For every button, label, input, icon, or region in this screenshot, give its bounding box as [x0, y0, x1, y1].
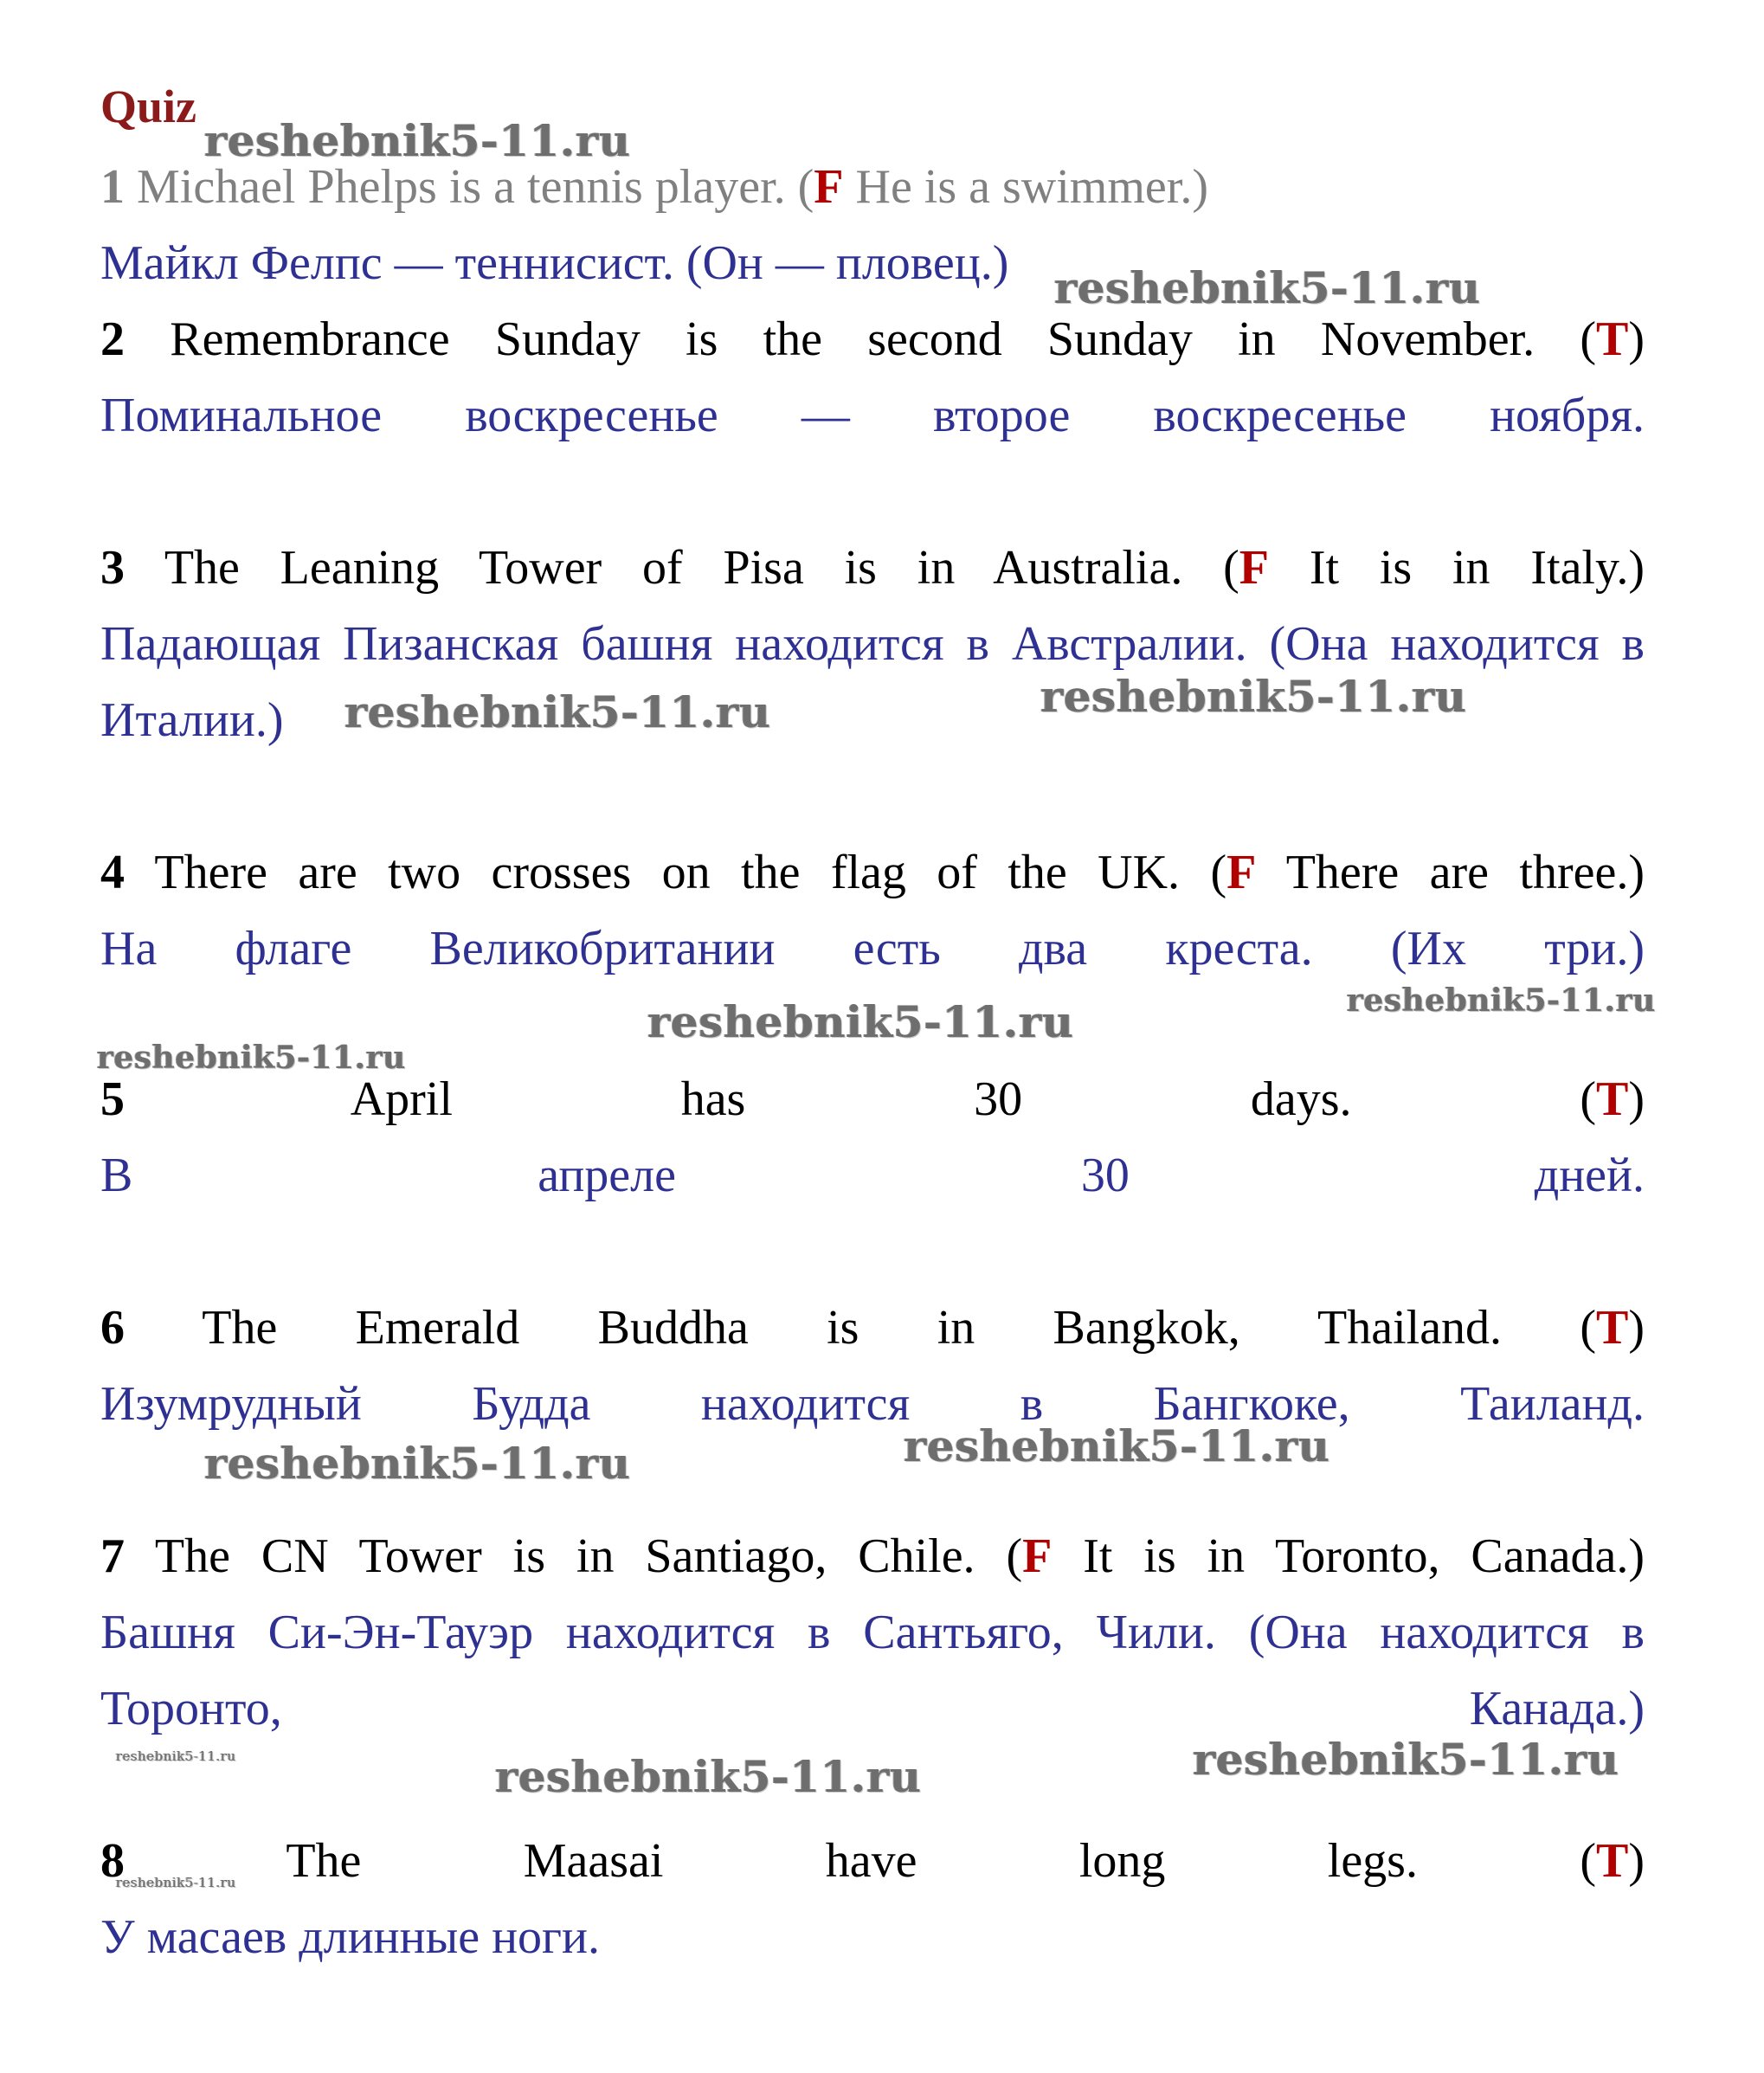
watermark: reshebnik5-11.ru	[116, 1748, 236, 1764]
item-5-russian: В апреле 30 дней.	[100, 1149, 1645, 1202]
answer-mark: T	[1596, 312, 1629, 366]
item-statement: There are two crosses on the flag of the UK. (	[154, 846, 1227, 899]
answer-mark: F	[1022, 1529, 1053, 1583]
item-statement: The CN Tower is in Santiago, Chile. (	[154, 1529, 1023, 1583]
item-statement: Remembrance Sunday is the second Sunday in November. (	[170, 312, 1596, 366]
item-1-russian: Майкл Фелпс — теннисист. (Он — пловец.)	[100, 236, 1009, 290]
item-statement: Michael Phelps is a tennis player. (	[137, 160, 814, 214]
item-number: 8	[100, 1834, 125, 1888]
watermark: reshebnik5-11.ru	[97, 1040, 406, 1076]
watermark: reshebnik5-11.ru	[495, 1751, 922, 1802]
item-number: 2	[100, 312, 125, 366]
item-3-english	[100, 541, 1645, 595]
item-correction: He is a swimmer.)	[843, 160, 1208, 214]
page-title: Quiz	[100, 80, 197, 132]
item-2-english	[100, 312, 1645, 366]
item-3-russian-line-2: Италии.)	[100, 693, 284, 747]
item-2-russian: Поминальное воскресенье — второе воскресенье ноября.	[100, 389, 1645, 442]
answer-mark: T	[1595, 1834, 1629, 1888]
item-statement: April has 30 days. (	[350, 1072, 1596, 1126]
answer-mark: T	[1595, 1072, 1629, 1126]
item-statement: The Maasai have long legs. (	[286, 1834, 1596, 1888]
watermark: reshebnik5-11.ru	[904, 1420, 1330, 1471]
answer-mark: F	[1226, 846, 1257, 899]
item-1-english	[100, 160, 1645, 214]
item-8-russian: У масаев длинные ноги.	[100, 1910, 600, 1964]
item-correction: )	[1628, 1301, 1645, 1355]
item-8-english	[100, 1834, 1645, 1888]
answer-mark: F	[814, 160, 844, 214]
item-5-english	[100, 1072, 1645, 1126]
item-number: 6	[100, 1301, 125, 1355]
item-correction: There are three.)	[1256, 846, 1645, 899]
item-3-russian-line-1: Падающая Пизанская башня находится в Австралии. (Она находится в	[100, 617, 1645, 671]
item-statement: The Emerald Buddha is in Bangkok, Thailand. (	[202, 1301, 1596, 1355]
item-correction: It is in Toronto, Canada.)	[1052, 1529, 1645, 1583]
item-statement: The Leaning Tower of Pisa is in Australia. (	[164, 541, 1239, 595]
answer-mark: F	[1239, 541, 1270, 595]
item-7-english	[100, 1529, 1645, 1583]
item-7-russian-line-2: Торонто, Канада.)	[100, 1682, 1645, 1735]
item-correction: )	[1628, 312, 1645, 366]
watermark: reshebnik5-11.ru	[1054, 262, 1481, 313]
item-4-english	[100, 848, 1645, 897]
item-number: 3	[100, 541, 125, 595]
watermark: reshebnik5-11.ru	[1193, 1734, 1619, 1785]
item-correction: )	[1628, 1834, 1645, 1888]
watermark: reshebnik5-11.ru	[204, 115, 631, 166]
watermark: reshebnik5-11.ru	[204, 1438, 631, 1489]
item-7-russian-line-1: Башня Си-Эн-Тауэр находится в Сантьяго, Чили. (Она находится в	[100, 1606, 1645, 1659]
item-6-english	[100, 1301, 1645, 1355]
watermark: reshebnik5-11.ru	[647, 996, 1074, 1047]
item-correction: )	[1628, 1072, 1645, 1126]
watermark: reshebnik5-11.ru	[1347, 982, 1656, 1019]
item-number: 1	[100, 160, 125, 214]
watermark: reshebnik5-11.ru	[344, 686, 771, 737]
item-number: 7	[100, 1529, 125, 1583]
item-4-russian: На флаге Великобритании есть два креста. (Их три.)	[100, 922, 1645, 975]
item-number: 5	[100, 1072, 125, 1126]
watermark: reshebnik5-11.ru	[1040, 671, 1467, 722]
answer-mark: T	[1595, 1301, 1629, 1355]
watermark: reshebnik5-11.ru	[116, 1875, 236, 1890]
item-6-russian: Изумрудный Будда находится в Бангкоке, Таиланд.	[100, 1377, 1645, 1431]
item-number: 4	[100, 846, 125, 899]
item-correction: It is in Italy.)	[1269, 541, 1645, 595]
